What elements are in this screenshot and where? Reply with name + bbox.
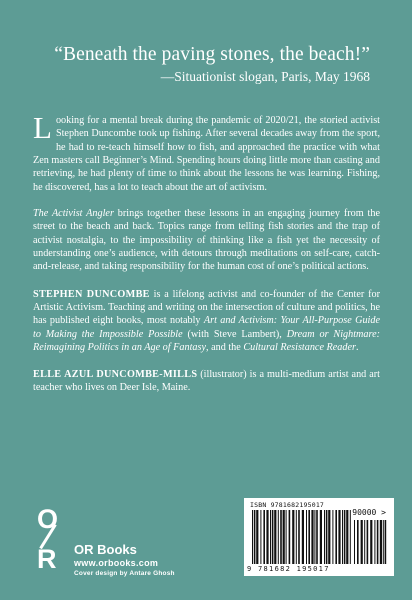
description-paragraph-1 bbox=[33, 110, 380, 194]
back-cover-text bbox=[33, 110, 380, 394]
author-book-1: Art and Activism: Your All-Purpose Guide to Making the Impossible Possible bbox=[33, 315, 380, 340]
author-name: STEPHEN DUNCOMBE bbox=[33, 288, 150, 300]
cover-design-credit: Cover design by Antare Ghosh bbox=[74, 570, 175, 577]
description-text-2: brings together these lessons in an engaging journey from the street to the beach and back. Topics range from telling fish stories and the trap of activist nostalgia, to the impossibility of thinking like a fish yet the necessity of understanding one’s audience, with detours through meditations on self-care, catch-and-release, and taking responsibility for the human cost of one’s political actions. bbox=[33, 208, 380, 273]
epigraph-attribution: —Situationist slogan, Paris, May 1968 bbox=[160, 69, 370, 84]
author-bio-text-1: is a lifelong activist and co-founder of the Center for Artistic Activism. Teaching and writing on the intersection of culture and politics, he has published eight books, most notably bbox=[33, 288, 380, 327]
isbn-barcode bbox=[244, 498, 394, 576]
illustrator-name: ELLE AZUL DUNCOMBE-MILLS bbox=[33, 368, 198, 380]
price-barcode-bars bbox=[354, 520, 388, 566]
publisher-url: www.orbooks.com bbox=[74, 558, 159, 568]
illustrator-bio-text: (illustrator) is a multi-medium artist and art teacher who lives on Deer Isle, Maine. bbox=[33, 368, 380, 393]
description-text-1: ooking for a mental break during the pandemic of 2020/21, the storied activist Stephen Duncombe took up fishing. After several decades away from the sport, he had to re-teach himself how to fish, and approached the practice with what Zen masters call Beginner’s Mind. Spending hours doing little more than casting and retrieving, he had plenty of time to think about the lessons he was learning. Fishing, he discovered, has a lot to teach about the art of activism. bbox=[33, 115, 380, 193]
publisher-name: OR Books bbox=[74, 542, 137, 557]
logo-letter-r: R bbox=[37, 544, 57, 574]
ean-barcode-bars bbox=[252, 510, 352, 566]
author-bio-text-3: , and the bbox=[205, 342, 244, 354]
author-book-2: Dream or Nightmare: Reimagining Politics in an Age of Fantasy bbox=[33, 328, 380, 354]
price-code: 90000 > bbox=[352, 508, 386, 517]
publisher-info bbox=[74, 542, 175, 578]
epigraph bbox=[40, 44, 370, 86]
publisher-logo bbox=[33, 504, 67, 578]
illustrator-bio bbox=[33, 368, 380, 395]
author-book-3: Cultural Resistance Reader bbox=[243, 342, 356, 354]
book-title: The Activist Angler bbox=[33, 208, 114, 220]
author-bio-text-4: . bbox=[355, 342, 359, 354]
logo-letter-o: O bbox=[37, 504, 59, 534]
epigraph-quote: “Beneath the paving stones, the beach!” bbox=[54, 44, 370, 65]
author-bio bbox=[33, 288, 380, 355]
description-paragraph-2 bbox=[33, 207, 380, 274]
barcode-digits: 9 781682 195017 bbox=[247, 565, 330, 573]
drop-cap: L bbox=[33, 110, 52, 145]
author-bio-text-2: (with Steve Lambert), bbox=[182, 328, 287, 340]
isbn-label: ISBN 9781682195017 bbox=[250, 501, 325, 509]
